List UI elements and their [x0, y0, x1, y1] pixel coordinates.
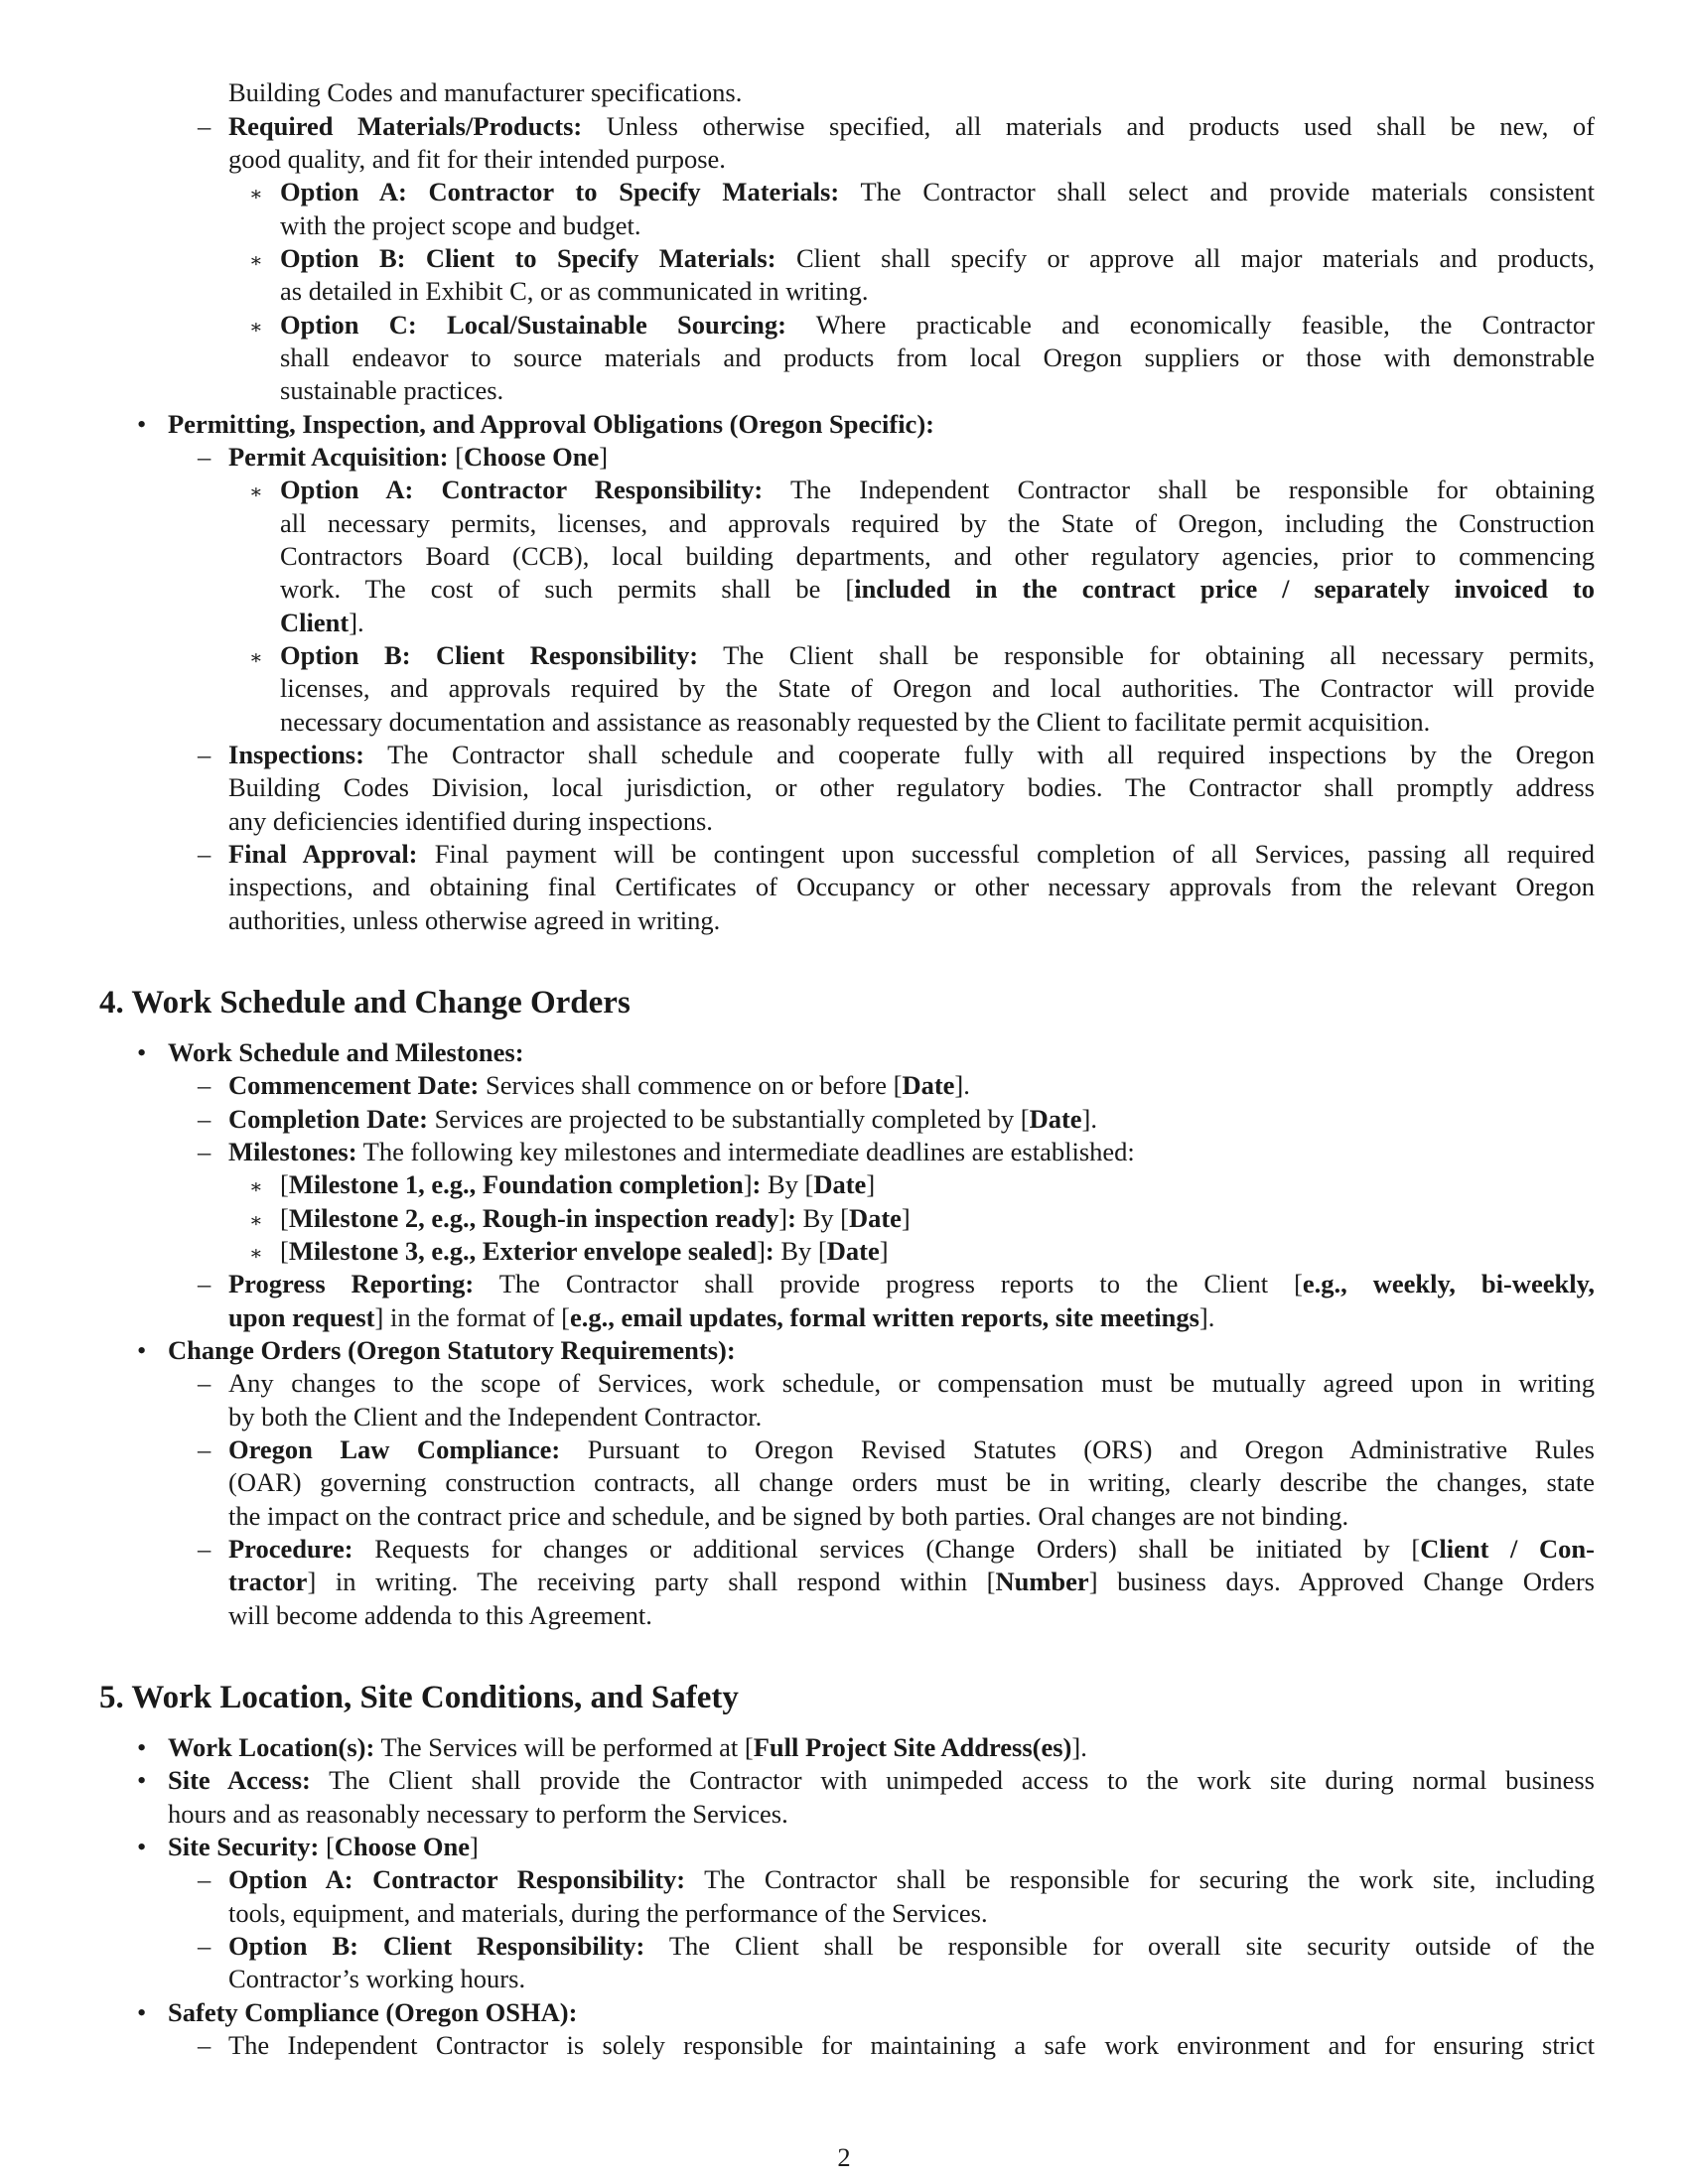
text: [ [280, 1169, 289, 1199]
bold-text: Procedure: [228, 1534, 353, 1564]
text: Pursuant to Oregon Revised Statutes (ORS) and Oregon Administrative Rules [560, 1434, 1595, 1464]
text: The Independent Contractor shall be responsible for obtaining [763, 475, 1595, 504]
text-line [228, 1401, 762, 1433]
text: ] [879, 1236, 889, 1266]
text: ] business days. Approved Change Orders [1088, 1567, 1595, 1596]
bold-text: Full Project Site Address(es) [753, 1732, 1072, 1762]
text: (OAR) governing construction contracts, all change orders must be in writing, clearly describe the changes, state [228, 1467, 1595, 1497]
text-line [228, 1897, 988, 1930]
text-line [228, 1136, 1135, 1168]
text: tools, equipment, and materials, during the performance of the Services. [228, 1898, 988, 1928]
text: Where practicable and economically feasible, the Contractor [786, 310, 1595, 340]
bold-text: Milestones: [228, 1137, 357, 1166]
text-line [280, 540, 1595, 573]
text-line [228, 871, 1595, 903]
text: The following key milestones and intermediate deadlines are established: [356, 1137, 1135, 1166]
asterisk-marker: ∗ [249, 1176, 263, 1198]
text-line [228, 739, 1595, 771]
text-line [228, 1863, 1595, 1896]
text-line [228, 1466, 1595, 1499]
bold-text: Milestone 1, e.g., Foundation completion [288, 1169, 744, 1199]
text: ] in the format of [ [374, 1302, 570, 1332]
text: ] [757, 1236, 766, 1266]
bold-text: e.g., email updates, formal written reports, site meetings [570, 1302, 1199, 1332]
text: By [ [774, 1236, 827, 1266]
dash-marker: – [198, 1269, 211, 1298]
text: hours and as reasonably necessary to perform the Services. [168, 1799, 788, 1829]
text-line [228, 1566, 1595, 1598]
text: [ [448, 442, 465, 472]
text: work. The cost of such permits shall be [ [280, 574, 855, 604]
text-line [228, 441, 608, 474]
text: The Client shall be responsible for overall site security outside of the [644, 1931, 1595, 1961]
bold-text: Number [995, 1567, 1089, 1596]
text: The Contractor shall select and provide materials consistent [839, 177, 1595, 206]
text: with the project scope and budget. [280, 210, 641, 240]
text-line [280, 607, 364, 639]
text-line [228, 1069, 970, 1102]
bullet-marker: • [137, 1037, 147, 1067]
bold-text: Required Materials/Products: [228, 111, 583, 141]
text: by both the Client and the Independent Contractor. [228, 1402, 763, 1432]
text-line [280, 341, 1595, 374]
text: ] in writing. The receiving party shall respond within [ [307, 1567, 996, 1596]
text-line [228, 1268, 1595, 1300]
bold-text: Option A: Contractor Responsibility: [280, 475, 764, 504]
text-line [228, 1963, 525, 1995]
text-line [280, 209, 641, 242]
text-line [228, 1103, 1097, 1136]
bullet-marker: • [137, 1832, 147, 1861]
text: sustainable practices. [280, 375, 504, 405]
text-line [280, 374, 503, 407]
text-line [228, 76, 742, 109]
bold-text: Inspections: [228, 740, 364, 769]
bold-text: : [752, 1169, 762, 1199]
text: all necessary permits, licenses, and approvals required by the State of Oregon, including the Construction [280, 508, 1595, 538]
text: Contractor’s working hours. [228, 1964, 526, 1993]
text: will become addenda to this Agreement. [228, 1600, 652, 1630]
asterisk-marker: ∗ [249, 481, 263, 503]
dash-marker: – [198, 1864, 211, 1894]
bullet-marker: • [137, 1765, 147, 1795]
text: inspections, and obtaining final Certificates of Occupancy or other necessary approvals from the relevant Oregon [228, 872, 1595, 901]
bold-text: : [765, 1236, 774, 1266]
bold-text: Client / Con- [1420, 1534, 1595, 1564]
text: necessary documentation and assistance as reasonably requested by the Client to facilitate permit acquisition. [280, 707, 1431, 737]
text: Contractors Board (CCB), local building departments, and other regulatory agencies, prior to commencing [280, 541, 1595, 571]
bold-text: Date [826, 1236, 880, 1266]
bullet-marker: • [137, 409, 147, 439]
text: By [ [795, 1203, 849, 1233]
bullet-marker: • [137, 1335, 147, 1365]
bold-text: Date [813, 1169, 867, 1199]
text: any deficiencies identified during inspections. [228, 806, 713, 836]
text: The Client shall provide the Contractor with unimpeded access to the work site during normal business [310, 1765, 1595, 1795]
text-line [280, 1235, 889, 1268]
text-line [228, 1533, 1595, 1566]
dash-marker: – [198, 1434, 211, 1464]
text: ] [866, 1169, 876, 1199]
text: Services are projected to be substantially completed by [ [427, 1104, 1030, 1134]
text: shall endeavor to source materials and products from local Oregon suppliers or those with demonstrable [280, 342, 1595, 372]
text-line [280, 275, 868, 308]
bold-text: Final Approval: [228, 839, 418, 869]
text: [ [319, 1832, 335, 1861]
text-line [168, 408, 934, 441]
text-line [280, 1168, 875, 1201]
text: ] [599, 442, 609, 472]
asterisk-marker: ∗ [249, 184, 263, 205]
bold-text: Site Access: [168, 1765, 311, 1795]
dash-marker: – [198, 1368, 211, 1398]
bold-text: Option B: Client Responsibility: [228, 1931, 645, 1961]
asterisk-marker: ∗ [249, 317, 263, 339]
text: ] [470, 1832, 479, 1861]
text-line [280, 672, 1595, 705]
text-line [280, 176, 1595, 208]
text-line [228, 805, 713, 838]
bullet-marker: • [137, 1732, 147, 1762]
dash-marker: – [198, 839, 211, 869]
bold-text: Completion Date: [228, 1104, 428, 1134]
dash-marker: – [198, 1104, 211, 1134]
dash-marker: – [198, 1931, 211, 1961]
text: Building Codes and manufacturer specifications. [228, 77, 743, 107]
page-number: 2 [837, 2142, 851, 2172]
text-line [228, 771, 1595, 804]
text-line [168, 1036, 524, 1069]
bold-text: Oregon Law Compliance: [228, 1434, 561, 1464]
bold-text: included in the contract price / separately invoiced to [854, 574, 1595, 604]
text-line [280, 706, 1430, 739]
text: Final payment will be contingent upon successful completion of all Services, passing all required [417, 839, 1595, 869]
text-line [280, 507, 1595, 540]
text-line [228, 143, 726, 176]
text-line [228, 2029, 1595, 2062]
text: authorities, unless otherwise agreed in writing. [228, 905, 721, 935]
text: Requests for changes or additional services (Change Orders) shall be initiated by [ [352, 1534, 1421, 1564]
text-line [168, 1731, 1087, 1764]
text: The Contractor shall schedule and cooperate fully with all required inspections by the Oregon [363, 740, 1595, 769]
bold-text: Permitting, Inspection, and Approval Obligations (Oregon Specific): [168, 409, 934, 439]
bold-text: Commencement Date: [228, 1070, 480, 1100]
bold-text: Choose One [334, 1832, 470, 1861]
text: ]. [1081, 1104, 1097, 1134]
section-heading: 4. Work Schedule and Change Orders [99, 985, 631, 1021]
text-line [168, 1996, 577, 2029]
text: ] [778, 1203, 788, 1233]
text-line [228, 1930, 1595, 1963]
text-line [280, 573, 1595, 606]
dash-marker: – [198, 1137, 211, 1166]
text: ]. [1071, 1732, 1087, 1762]
text: ]. [1198, 1302, 1215, 1332]
bold-text: Progress Reporting: [228, 1269, 475, 1298]
text-line [228, 1599, 652, 1632]
bold-text: Option B: Client to Specify Materials: [280, 243, 776, 273]
asterisk-marker: ∗ [249, 1243, 263, 1265]
text: ] [743, 1169, 753, 1199]
text-line [280, 309, 1595, 341]
text: Client shall specify or approve all major materials and products, [775, 243, 1596, 273]
text: The Client shall be responsible for obtaining all necessary permits, [698, 640, 1595, 670]
text-line [280, 1202, 911, 1235]
bold-text: Work Location(s): [168, 1732, 375, 1762]
text-line [168, 1334, 736, 1367]
section-heading: 5. Work Location, Site Conditions, and Safety [99, 1680, 739, 1715]
text: the impact on the contract price and schedule, and be signed by both parties. Oral changes are not binding. [228, 1501, 1349, 1531]
text: By [ [761, 1169, 814, 1199]
bold-text: Choose One [464, 442, 600, 472]
bold-text: Site Security: [168, 1832, 320, 1861]
text: as detailed in Exhibit C, or as communicated in writing. [280, 276, 869, 306]
bold-text: tractor [228, 1567, 308, 1596]
bold-text: e.g., weekly, bi-weekly, [1302, 1269, 1595, 1298]
bullet-marker: • [137, 1997, 147, 2027]
bold-text: Option A: Contractor to Specify Materials: [280, 177, 840, 206]
bold-text: upon request [228, 1302, 375, 1332]
bold-text: Date [848, 1203, 902, 1233]
bold-text: Option C: Local/Sustainable Sourcing: [280, 310, 786, 340]
text: Services shall commence on or before [ [479, 1070, 903, 1100]
bold-text: Milestone 2, e.g., Rough-in inspection ready [288, 1203, 779, 1233]
bold-text: Safety Compliance (Oregon OSHA): [168, 1997, 578, 2027]
bold-text: Option A: Contractor Responsibility: [228, 1864, 686, 1894]
bold-text: Permit Acquisition: [228, 442, 449, 472]
text-line [228, 110, 1595, 143]
text-line [228, 1367, 1595, 1400]
text: The Contractor shall provide progress reports to the Client [ [474, 1269, 1303, 1298]
bold-text: Change Orders (Oregon Statutory Requirements): [168, 1335, 736, 1365]
text: The Independent Contractor is solely responsible for maintaining a safe work environment and for ensuring strict [228, 2030, 1595, 2060]
text: The Services will be performed at [ [374, 1732, 754, 1762]
bold-text: Option B: Client Responsibility: [280, 640, 699, 670]
text-line [228, 1433, 1595, 1466]
dash-marker: – [198, 2030, 211, 2060]
text-line [280, 242, 1595, 275]
text: licenses, and approvals required by the State of Oregon and local authorities. The Contractor will provide [280, 673, 1595, 703]
text-line [280, 474, 1595, 506]
text: Building Codes Division, local jurisdiction, or other regulatory bodies. The Contractor shall promptly address [228, 772, 1595, 802]
text: ]. [349, 608, 364, 637]
asterisk-marker: ∗ [249, 250, 263, 272]
bold-text: Milestone 3, e.g., Exterior envelope sealed [288, 1236, 758, 1266]
dash-marker: – [198, 111, 211, 141]
dash-marker: – [198, 1070, 211, 1100]
text-line [228, 1301, 1214, 1334]
bold-text: : [787, 1203, 796, 1233]
text: Any changes to the scope of Services, work schedule, or compensation must be mutually agreed upon in writing [228, 1368, 1595, 1398]
text-line [168, 1798, 788, 1831]
text: ] [901, 1203, 911, 1233]
asterisk-marker: ∗ [249, 647, 263, 669]
dash-marker: – [198, 1534, 211, 1564]
bold-text: Work Schedule and Milestones: [168, 1037, 524, 1067]
text: The Contractor shall be responsible for securing the work site, including [685, 1864, 1596, 1894]
dash-marker: – [198, 442, 211, 472]
text-line [228, 904, 720, 937]
text: [ [280, 1236, 289, 1266]
text: good quality, and fit for their intended purpose. [228, 144, 726, 174]
text-line [280, 639, 1595, 672]
bold-text: Date [902, 1070, 955, 1100]
text-line [228, 1500, 1348, 1533]
text: [ [280, 1203, 289, 1233]
text-line [228, 838, 1595, 871]
dash-marker: – [198, 740, 211, 769]
bold-text: Client [280, 608, 350, 637]
text: Unless otherwise specified, all materials and products used shall be new, of [582, 111, 1596, 141]
bold-text: Date [1029, 1104, 1082, 1134]
text-line [168, 1831, 479, 1863]
text: ]. [954, 1070, 970, 1100]
text-line [168, 1764, 1595, 1797]
asterisk-marker: ∗ [249, 1210, 263, 1232]
